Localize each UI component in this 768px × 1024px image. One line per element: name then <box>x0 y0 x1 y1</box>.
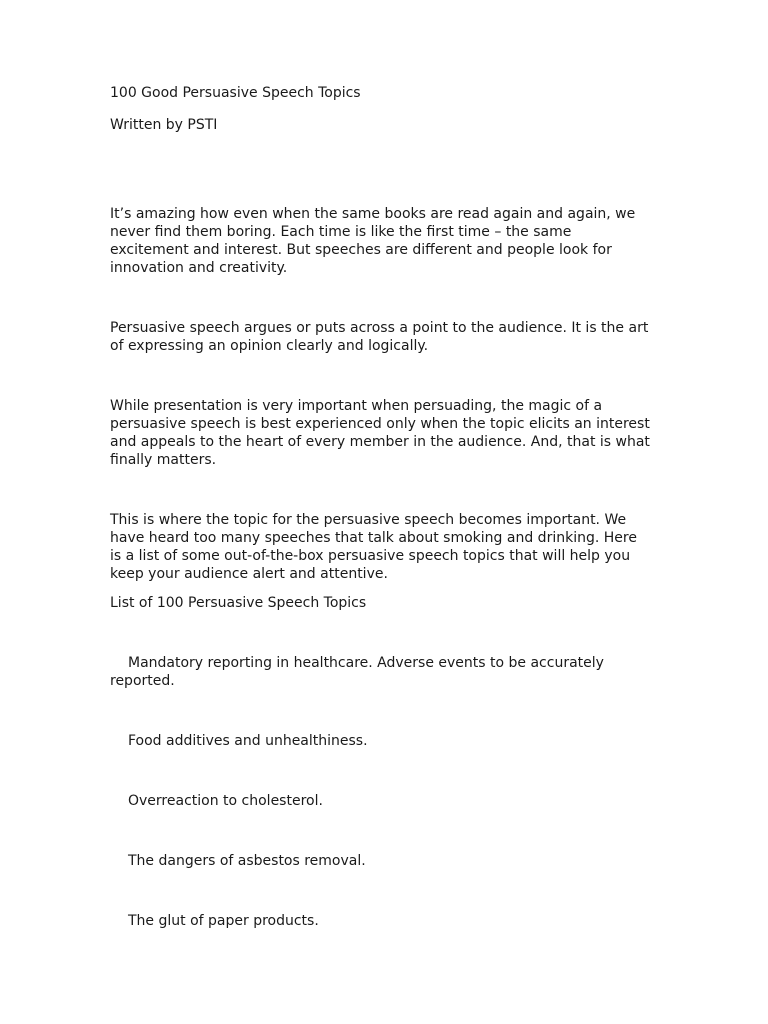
topic-item <box>110 654 670 690</box>
topic-importance-paragraph <box>110 511 670 583</box>
paragraph-line: innovation and creativity. <box>110 260 288 276</box>
paragraph-line: is a list of some out-of-the-box persuasive speech topics that will help you <box>110 548 631 564</box>
list-heading: List of 100 Persuasive Speech Topics <box>110 595 367 611</box>
paragraph-line: While presentation is very important when persuading, the magic of a <box>110 398 603 414</box>
paragraph-line: finally matters. <box>110 452 217 468</box>
paragraph-line: never find them boring. Each time is like the first time – the same <box>110 224 572 240</box>
paragraph-line: This is where the topic for the persuasive speech becomes important. We <box>110 512 627 528</box>
topic-item <box>110 912 670 930</box>
topic-text: Food additives and unhealthiness. <box>128 733 368 749</box>
paragraph-line: keep your audience alert and attentive. <box>110 566 388 582</box>
document-title: 100 Good Persuasive Speech Topics <box>110 85 361 101</box>
intro-paragraph <box>110 205 670 277</box>
presentation-paragraph <box>110 397 670 469</box>
topic-item <box>110 852 670 870</box>
topic-text: The dangers of asbestos removal. <box>128 853 366 869</box>
topic-text: The glut of paper products. <box>128 913 319 929</box>
definition-paragraph <box>110 319 670 355</box>
paragraph-line: and appeals to the heart of every member in the audience. And, that is what <box>110 434 650 450</box>
paragraph-line: persuasive speech is best experienced only when the topic elicits an interest <box>110 416 650 432</box>
paragraph-line: of expressing an opinion clearly and logically. <box>110 338 429 354</box>
paragraph-line: have heard too many speeches that talk about smoking and drinking. Here <box>110 530 637 546</box>
topic-text: Mandatory reporting in healthcare. Adverse events to be accurately <box>128 655 604 671</box>
paragraph-line: excitement and interest. But speeches are different and people look for <box>110 242 612 258</box>
document-byline: Written by PSTI <box>110 117 218 133</box>
topic-item <box>110 792 670 810</box>
topic-text-continued: reported. <box>110 673 175 689</box>
paragraph-line: It’s amazing how even when the same books are read again and again, we <box>110 206 636 222</box>
paragraph-line: Persuasive speech argues or puts across a point to the audience. It is the art <box>110 320 649 336</box>
topic-text: Overreaction to cholesterol. <box>128 793 323 809</box>
topic-item <box>110 732 670 750</box>
